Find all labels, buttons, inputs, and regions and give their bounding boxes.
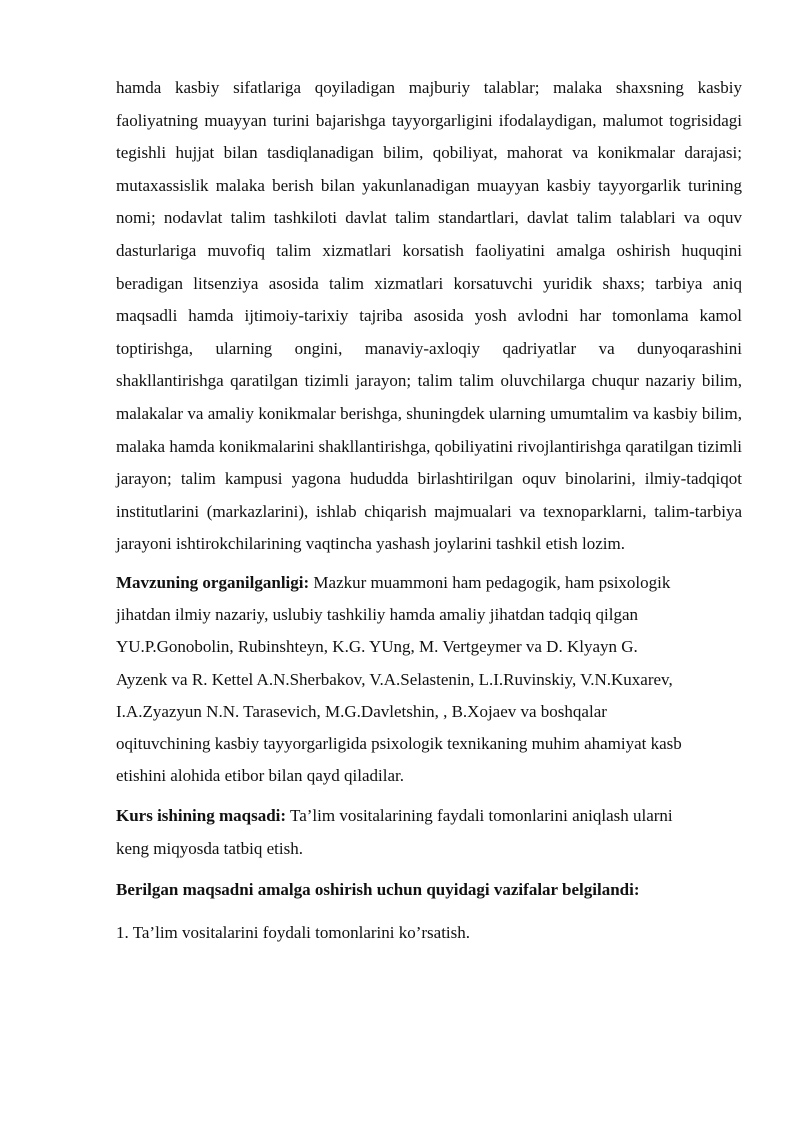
studied-line: oqituvchining kasbiy tayyorgarligida psixologik texnikaning muhim ahamiyat kasb [116, 733, 682, 753]
studied-line: Ayzenk va R. Kettel A.N.Sherbakov, V.A.Selastenin, L.I.Ruvinskiy, V.N.Kuxarev, [116, 669, 673, 689]
purpose-heading: Kurs ishining maqsadi: [116, 806, 287, 826]
studied-heading: Mavzuning organilganligi: [116, 572, 310, 592]
studied-line: Mazkur muammoni ham pedagogik, ham psixologik [309, 572, 671, 592]
studied-paragraph [116, 567, 742, 792]
task-item: 1. Ta’lim vositalarini foydali tomonlarini ko’rsatish. [116, 922, 471, 942]
studied-line: YU.P.Gonobolin, Rubinshteyn, K.G. YUng, M. Vertgeymer va D. Klyayn G. [116, 637, 638, 657]
purpose-line: keng miqyosda tatbiq etish. [116, 838, 303, 858]
tasks-heading: Berilgan maqsadni amalga oshirish uchun quyidagi vazifalar belgilandi: [116, 880, 640, 900]
purpose-paragraph [116, 800, 742, 865]
document-page [116, 72, 742, 949]
studied-line: etishini alohida etibor bilan qayd qiladilar. [116, 766, 404, 786]
purpose-line: Ta’lim vositalarining faydali tomonlarini aniqlash ularni [286, 806, 673, 826]
intro-paragraph: hamda kasbiy sifatlariga qoyiladigan majburiy talablar; malaka shaxsning kasbiy faoliyatning muayyan turini bajarishga tayyorgarligini ifodalaydigan, malumot togrisidagi tegishli hujjat bilan tasdiqlanadigan bilim, qobiliyat, mahorat va konikmalar darajasi; mutaxassislik malaka berish bilan yakunlanadigan muayyan kasbiy tayyorgarlik turining nomi; nodavlat talim tashkiloti davlat talim standartlari, davlat talim talablari va oquv dasturlariga muvofiq talim xizmatlari korsatish faoliyatini amalga oshirish huquqini beradigan litsenziya asosida talim xizmatlari korsatuvchi yuridik shaxs; tarbiya aniq maqsadli hamda ijtimoiy-tarixiy tajriba asosida yosh avlodni har tomonlama kamol toptirishga, ularning ongini, manaviy-axloqiy qadriyatlar va dunyoqarashini shakllantirishga qaratilgan tizimli jarayon; talim talim oluvchilarga chuqur nazariy bilim, malakalar va amaliy konikmalar berishga, shuningdek ularning umumtalim va kasbiy bilim, malaka hamda konikmalarini shakllantirishga, qobiliyatini rivojlantirishga qaratilgan tizimli jarayon; talim kampusi yagona hududda birlashtirilgan oquv binolarini, ilmiy-tadqiqot institutlarini (markazlarini), ishlab chiqarish majmualari va texnoparklarni, talim-tarbiya jarayoni ishtirokchilarining vaqtincha yashash joylarini tashkil etish lozim. [116, 78, 743, 554]
studied-line: jihatdan ilmiy nazariy, uslubiy tashkiliy hamda amaliy jihatdan tadqiq qilgan [116, 605, 639, 625]
studied-line: I.A.Zyazyun N.N. Tarasevich, M.G.Davletshin, , B.Xojaev va boshqalar [116, 701, 607, 721]
